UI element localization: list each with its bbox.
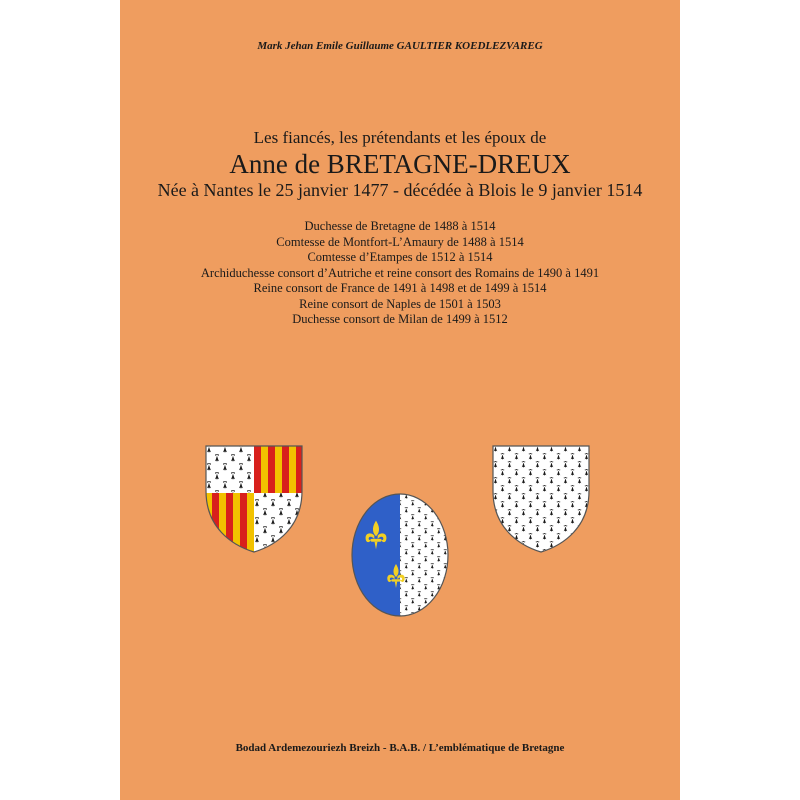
title-item: Reine consort de France de 1491 à 1498 et de 1499 à 1514 bbox=[253, 281, 547, 295]
title-dates: Née à Nantes le 25 janvier 1477 - décédée à Blois le 9 janvier 1514 bbox=[157, 180, 643, 200]
title-block bbox=[120, 127, 680, 201]
france-brittany-oval-icon bbox=[351, 493, 449, 617]
quartered-shield-icon bbox=[205, 445, 303, 553]
title-line: Les fiancés, les prétendants et les époux de bbox=[253, 128, 547, 147]
title-item: Reine consort de Naples de 1501 à 1503 bbox=[299, 296, 501, 311]
title-item: Duchesse consort de Milan de 1499 à 1512 bbox=[292, 312, 508, 326]
title-item: Comtesse de Montfort-L’Amaury de 1488 à 1514 bbox=[276, 234, 524, 249]
title-item: Comtesse d’Etampes de 1512 à 1514 bbox=[307, 250, 493, 264]
title-name: Anne de BRETAGNE-DREUX bbox=[229, 149, 571, 179]
publisher-footer: Bodad Ardemezouriezh Breizh - B.A.B. / L’emblématique de Bretagne bbox=[235, 742, 565, 754]
title-item: Duchesse de Bretagne de 1488 à 1514 bbox=[304, 219, 496, 233]
title-item: Archiduchesse consort d’Autriche et reine consort des Romains de 1490 à 1491 bbox=[200, 265, 600, 280]
titles-list bbox=[120, 219, 680, 328]
ermine-shield-icon bbox=[491, 445, 591, 553]
author-name: Mark Jehan Emile Guillaume GAULTIER KOEDLEZVAREG bbox=[257, 40, 543, 52]
book-cover bbox=[120, 0, 680, 800]
